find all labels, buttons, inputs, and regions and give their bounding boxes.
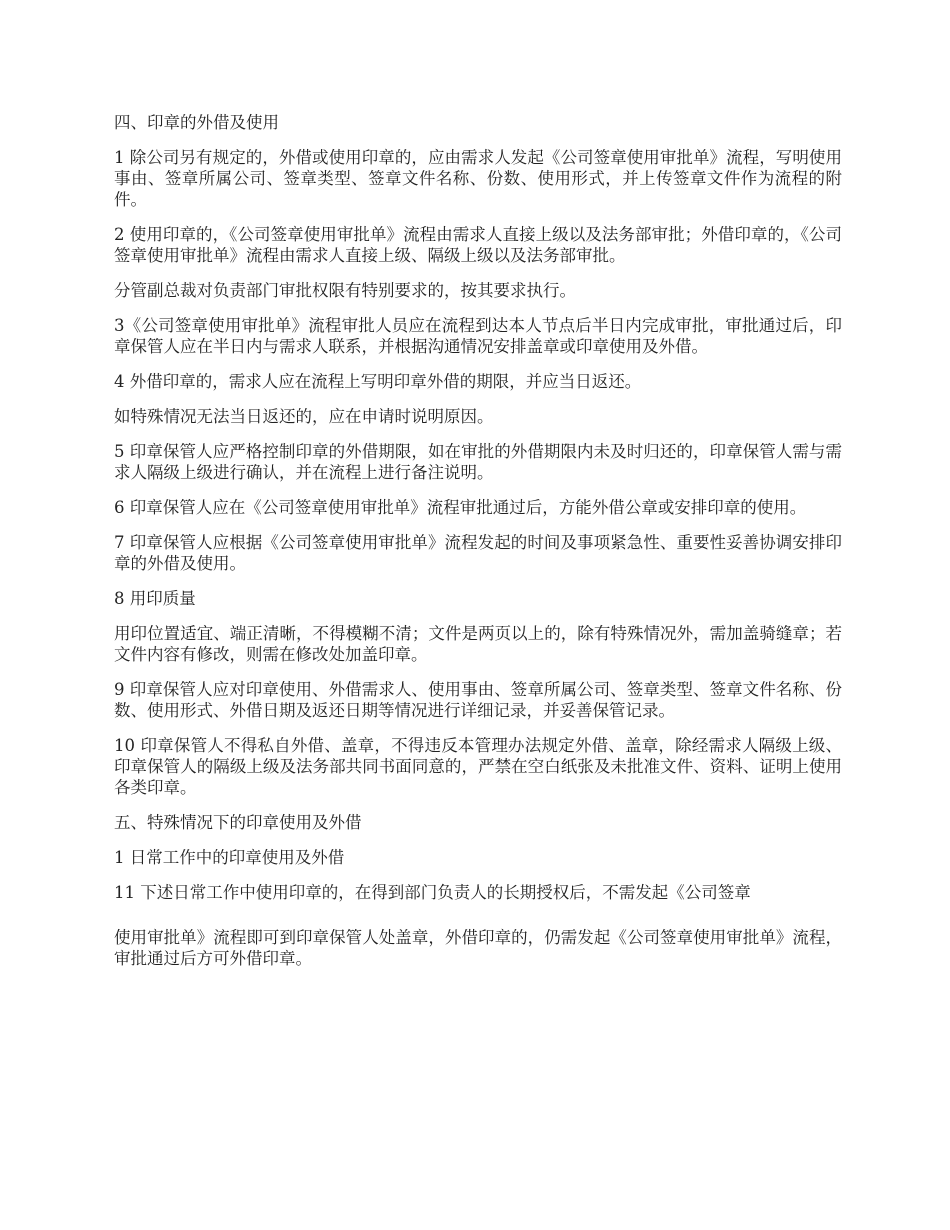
paragraph-item-9: 9 印章保管人应对印章使用、外借需求人、使用事由、签章所属公司、签章类型、签章文件名称、份数、使用形式、外借日期及返还日期等情况进行详细记录，并妥善保管记录。 — [114, 680, 842, 720]
paragraph-item-2: 2 使用印章的，《公司签章使用审批单》流程由需求人直接上级以及法务部审批；外借印章的，《公司签章使用审批单》流程由需求人直接上级、隔级上级以及法务部审批。 — [114, 225, 842, 265]
paragraph-item-4: 4 外借印章的，需求人应在流程上写明印章外借的期限，并应当日返还。 — [114, 372, 642, 391]
section-heading-5: 五、特殊情况下的印章使用及外借 — [114, 813, 362, 832]
paragraph-item-11-continued: 使用审批单》流程即可到印章保管人处盖章，外借印章的，仍需发起《公司签章使用审批单》流程，审批通过后方可外借印章。 — [114, 928, 842, 968]
paragraph-item-11: 11 下述日常工作中使用印章的，在得到部门负责人的长期授权后，不需发起《公司签章 — [114, 883, 751, 902]
paragraph-note-1: 分管副总裁对负责部门审批权限有特别要求的，按其要求执行。 — [114, 281, 576, 300]
paragraph-item-8-body: 用印位置适宜、端正清晰，不得模糊不清；文件是两页以上的，除有特殊情况外，需加盖骑缝章；若文件内容有修改，则需在修改处加盖印章。 — [114, 624, 842, 664]
paragraph-item-10: 10 印章保管人不得私自外借、盖章，不得违反本管理办法规定外借、盖章，除经需求人隔级上级、印章保管人的隔级上级及法务部共同书面同意的，严禁在空白纸张及未批准文件、资料、证明上使用各类印章。 — [114, 736, 842, 797]
paragraph-item-7: 7 印章保管人应根据《公司签章使用审批单》流程发起的时间及事项紧急性、重要性妥善协调安排印章的外借及使用。 — [114, 533, 842, 573]
paragraph-item-6: 6 印章保管人应在《公司签章使用审批单》流程审批通过后，方能外借公章或安排印章的使用。 — [114, 498, 807, 517]
paragraph-item-8-heading: 8 用印质量 — [114, 589, 196, 608]
paragraph-item-5: 5 印章保管人应严格控制印章的外借期限，如在审批的外借期限内未及时归还的，印章保管人需与需求人隔级上级进行确认，并在流程上进行备注说明。 — [114, 442, 842, 482]
section-heading-4: 四、印章的外借及使用 — [114, 113, 279, 132]
paragraph-item-3: 3《公司签章使用审批单》流程审批人员应在流程到达本人节点后半日内完成审批，审批通过后，印章保管人应在半日内与需求人联系，并根据沟通情况安排盖章或印章使用及外借。 — [114, 316, 842, 356]
paragraph-item-1: 1 除公司另有规定的，外借或使用印章的，应由需求人发起《公司签章使用审批单》流程，写明使用事由、签章所属公司、签章类型、签章文件名称、份数、使用形式，并上传签章文件作为流程的附件。 — [114, 148, 842, 209]
subsection-heading-1: 1 日常工作中的印章使用及外借 — [114, 848, 345, 867]
document-body — [114, 112, 842, 983]
paragraph-note-2: 如特殊情况无法当日返还的，应在申请时说明原因。 — [114, 407, 494, 426]
